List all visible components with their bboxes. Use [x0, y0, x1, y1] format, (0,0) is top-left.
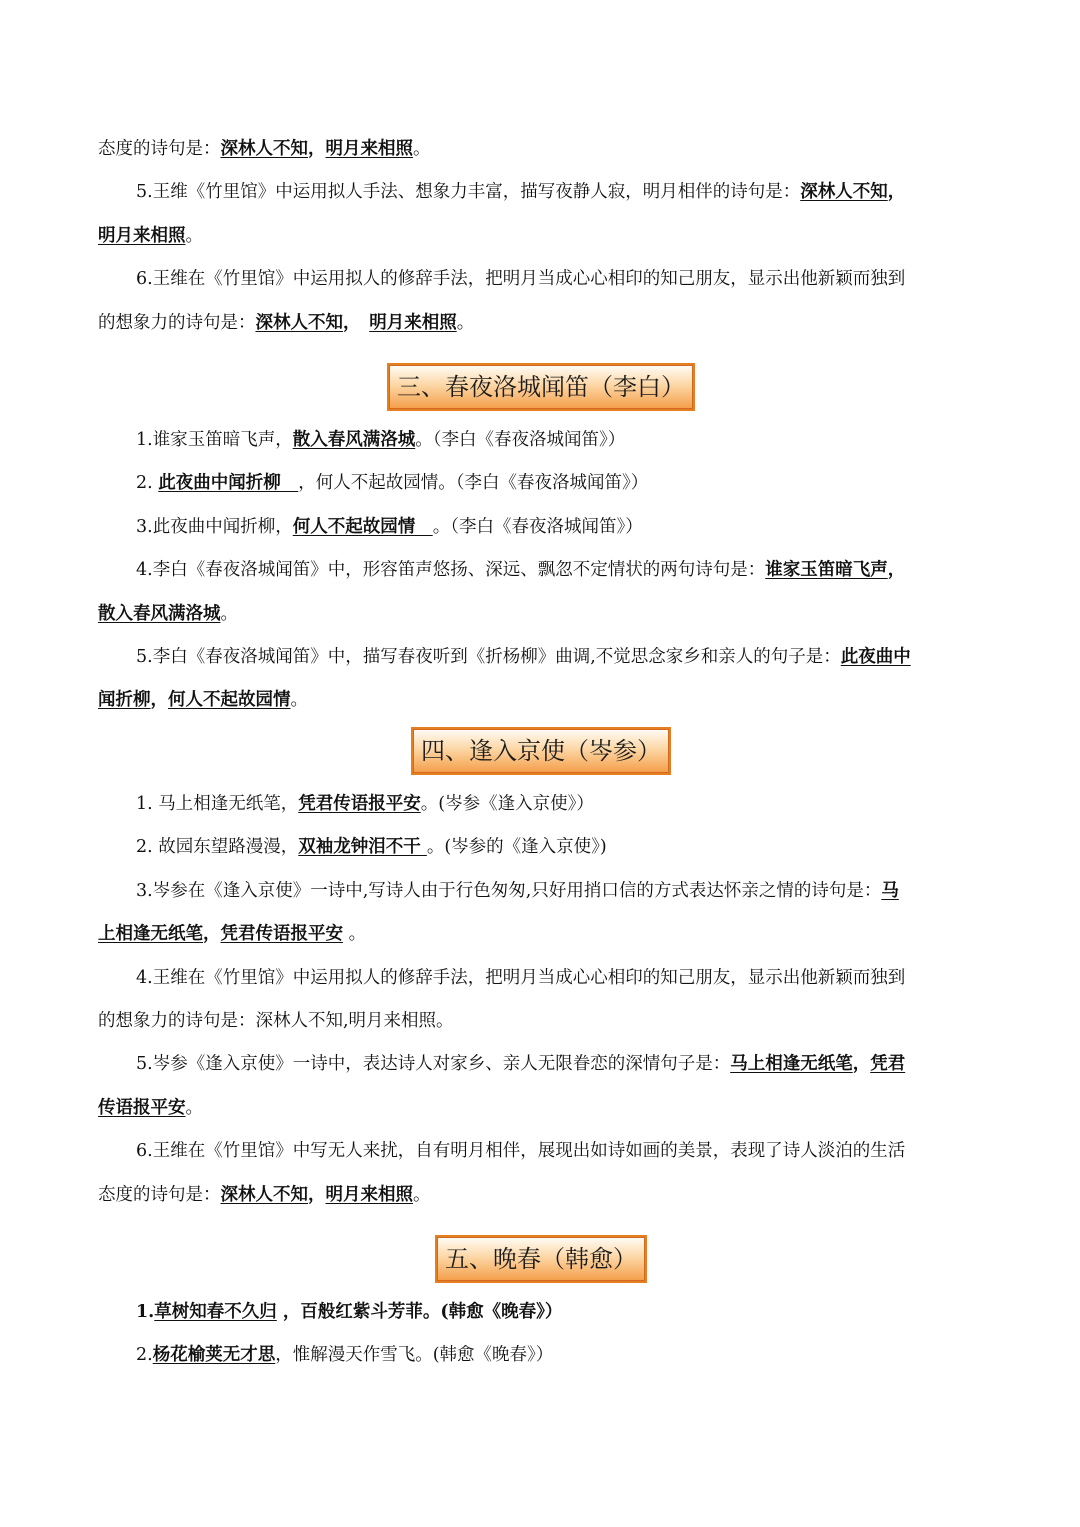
answer: 明月来相照: [98, 225, 186, 246]
text: ，百般红紫斗芳菲。(韩愈《晚春》）: [276, 1301, 563, 1322]
answer: 何人不起故园情: [168, 690, 291, 711]
answer: 散入春风满洛城: [98, 603, 221, 624]
answer: 凭君传语报平安: [298, 793, 421, 814]
s4-q5-cont: [98, 1087, 984, 1130]
answer: 明月来相照: [325, 1184, 413, 1205]
section-5-heading: 五、晚春（韩愈）: [435, 1235, 647, 1283]
text: 1.: [136, 1301, 155, 1322]
text: 。(岑参的《逢入京使》): [426, 837, 607, 858]
answer: 闻折柳: [98, 690, 151, 711]
s4-q1: [98, 783, 984, 826]
s4-q3: [98, 870, 984, 913]
text: 2.: [136, 473, 159, 494]
comma: ，: [887, 182, 906, 203]
answer: 明月来相照: [369, 312, 457, 333]
text: 。: [456, 312, 475, 333]
s4-q3-cont: [98, 913, 984, 956]
text: ，惟解漫天作雪飞。(韩愈《晚春》）: [275, 1345, 554, 1366]
text: 5.岑参《逢入京使》一诗中，表达诗人对家乡、亲人无限眷恋的深情句子是：: [136, 1054, 731, 1075]
s4-q4: [98, 957, 984, 1000]
text: 5.王维《竹里馆》中运用拟人手法、想象力丰富，描写夜静人寂，明月相伴的诗句是：: [136, 182, 801, 203]
s3-q3: [98, 506, 984, 549]
text: 3.岑参在《逢入京使》一诗中,写诗人由于行色匆匆,只好用捎口信的方式表达怀亲之情的诗句是：: [136, 880, 882, 901]
answer: 杨花榆荚无才思: [152, 1345, 276, 1366]
s4-q5: [98, 1043, 984, 1086]
section-3-heading-wrap: [98, 363, 984, 413]
answer: 马: [881, 880, 899, 901]
answer: 此夜曲中: [840, 647, 911, 668]
comma: ，: [308, 139, 326, 159]
text: 。: [290, 690, 308, 711]
s3-q5: [98, 636, 984, 679]
s3-q1: [98, 419, 984, 462]
s3-q5-cont: [98, 679, 984, 722]
s2-line-1: [98, 128, 984, 171]
text: ，何人不起故园情。（李白《春夜洛城闻笛》）: [298, 473, 649, 494]
text: 的想象力的诗句是：深林人不知,明月来相照。: [98, 1010, 454, 1031]
s4-q2: [98, 826, 984, 869]
section-5-heading-wrap: [98, 1235, 984, 1285]
text: 3.此夜曲中闻折柳，: [136, 516, 293, 537]
text: 。: [220, 603, 238, 624]
answer: 凭君传语报平安: [220, 924, 343, 945]
text: 1. 马上相逢无纸笔，: [136, 793, 299, 814]
text: 4.王维在《竹里馆》中运用拟人的修辞手法，把明月当成心心相印的知己朋友，显示出他新颖而独到: [136, 967, 906, 988]
section-4-heading-wrap: [98, 727, 984, 777]
comma: ，: [343, 312, 370, 333]
s4-q6: [98, 1130, 984, 1173]
comma: ，: [308, 1184, 326, 1205]
section-3-heading: 三、春夜洛城闻笛（李白）: [387, 363, 695, 411]
spacer: [98, 345, 984, 359]
s3-q4-cont: [98, 593, 984, 636]
s3-q2: [98, 462, 984, 505]
section-4-heading: 四、逢入京使（岑参）: [411, 727, 671, 775]
s3-q4: [98, 549, 984, 592]
text: 2. 故园东望路漫漫，: [136, 837, 299, 858]
text: 。: [185, 225, 203, 246]
text: 1.谁家玉笛暗飞声，: [136, 430, 293, 451]
text: 5.李白《春夜洛城闻笛》中，描写春夜听到《折杨柳》曲调,不觉思念家乡和亲人的句子是：: [136, 647, 841, 668]
answer: 传语报平安: [98, 1097, 186, 1118]
comma: ，: [887, 560, 906, 581]
answer: 明月来相照: [325, 139, 413, 159]
comma: ，: [852, 1054, 871, 1075]
answer: 凭君: [870, 1054, 906, 1075]
answer: 谁家玉笛暗飞声: [765, 560, 888, 581]
answer: 草树知春不久归: [154, 1301, 277, 1322]
text: 态度的诗句是：: [98, 139, 221, 159]
text: 。: [343, 924, 367, 945]
answer: 何人不起故园情: [292, 516, 433, 537]
answer: 深林人不知: [800, 182, 888, 203]
answer: 深林人不知: [220, 1184, 308, 1205]
document-page: [98, 128, 984, 1378]
comma: ，: [150, 690, 168, 711]
comma: ，: [203, 924, 221, 945]
s5-q2: [98, 1334, 984, 1377]
answer: 双袖龙钟泪不干: [298, 837, 427, 858]
answer: 散入春风满洛城: [292, 430, 416, 451]
text: 态度的诗句是：: [98, 1184, 221, 1205]
text: 。: [413, 1184, 431, 1205]
s2-q6-cont: [98, 302, 984, 345]
text: 。（李白《春夜洛城闻笛》）: [415, 430, 626, 451]
s4-q6-cont: [98, 1174, 984, 1217]
text: 4.李白《春夜洛城闻笛》中，形容笛声悠扬、深远、飘忽不定情状的两句诗句是：: [136, 560, 766, 581]
s2-q5: [98, 171, 984, 214]
text: 2.: [136, 1345, 153, 1366]
text: 。（李白《春夜洛城闻笛》）: [432, 516, 643, 537]
text: 6.王维在《竹里馆》中运用拟人的修辞手法，把明月当成心心相印的知己朋友，显示出他新颖而独到: [136, 269, 906, 290]
s5-q1: [98, 1291, 984, 1334]
s2-q6: [98, 258, 984, 301]
answer: 此夜曲中闻折柳: [158, 473, 299, 494]
text: 。: [413, 139, 431, 159]
answer: 上相逢无纸笔: [98, 924, 203, 945]
answer: 深林人不知: [255, 312, 343, 333]
s2-q5-cont: [98, 215, 984, 258]
text: 。: [185, 1097, 203, 1118]
answer: 马上相逢无纸笔: [730, 1054, 853, 1075]
answer: 深林人不知: [220, 139, 308, 159]
s4-q4-cont: [98, 1000, 984, 1043]
text: 。(岑参《逢入京使》）: [420, 793, 594, 814]
text: 6.王维在《竹里馆》中写无人来扰，自有明月相伴，展现出如诗如画的美景，表现了诗人淡泊的生活: [136, 1141, 906, 1162]
text: 的想象力的诗句是：: [98, 312, 256, 333]
spacer: [98, 1217, 984, 1231]
